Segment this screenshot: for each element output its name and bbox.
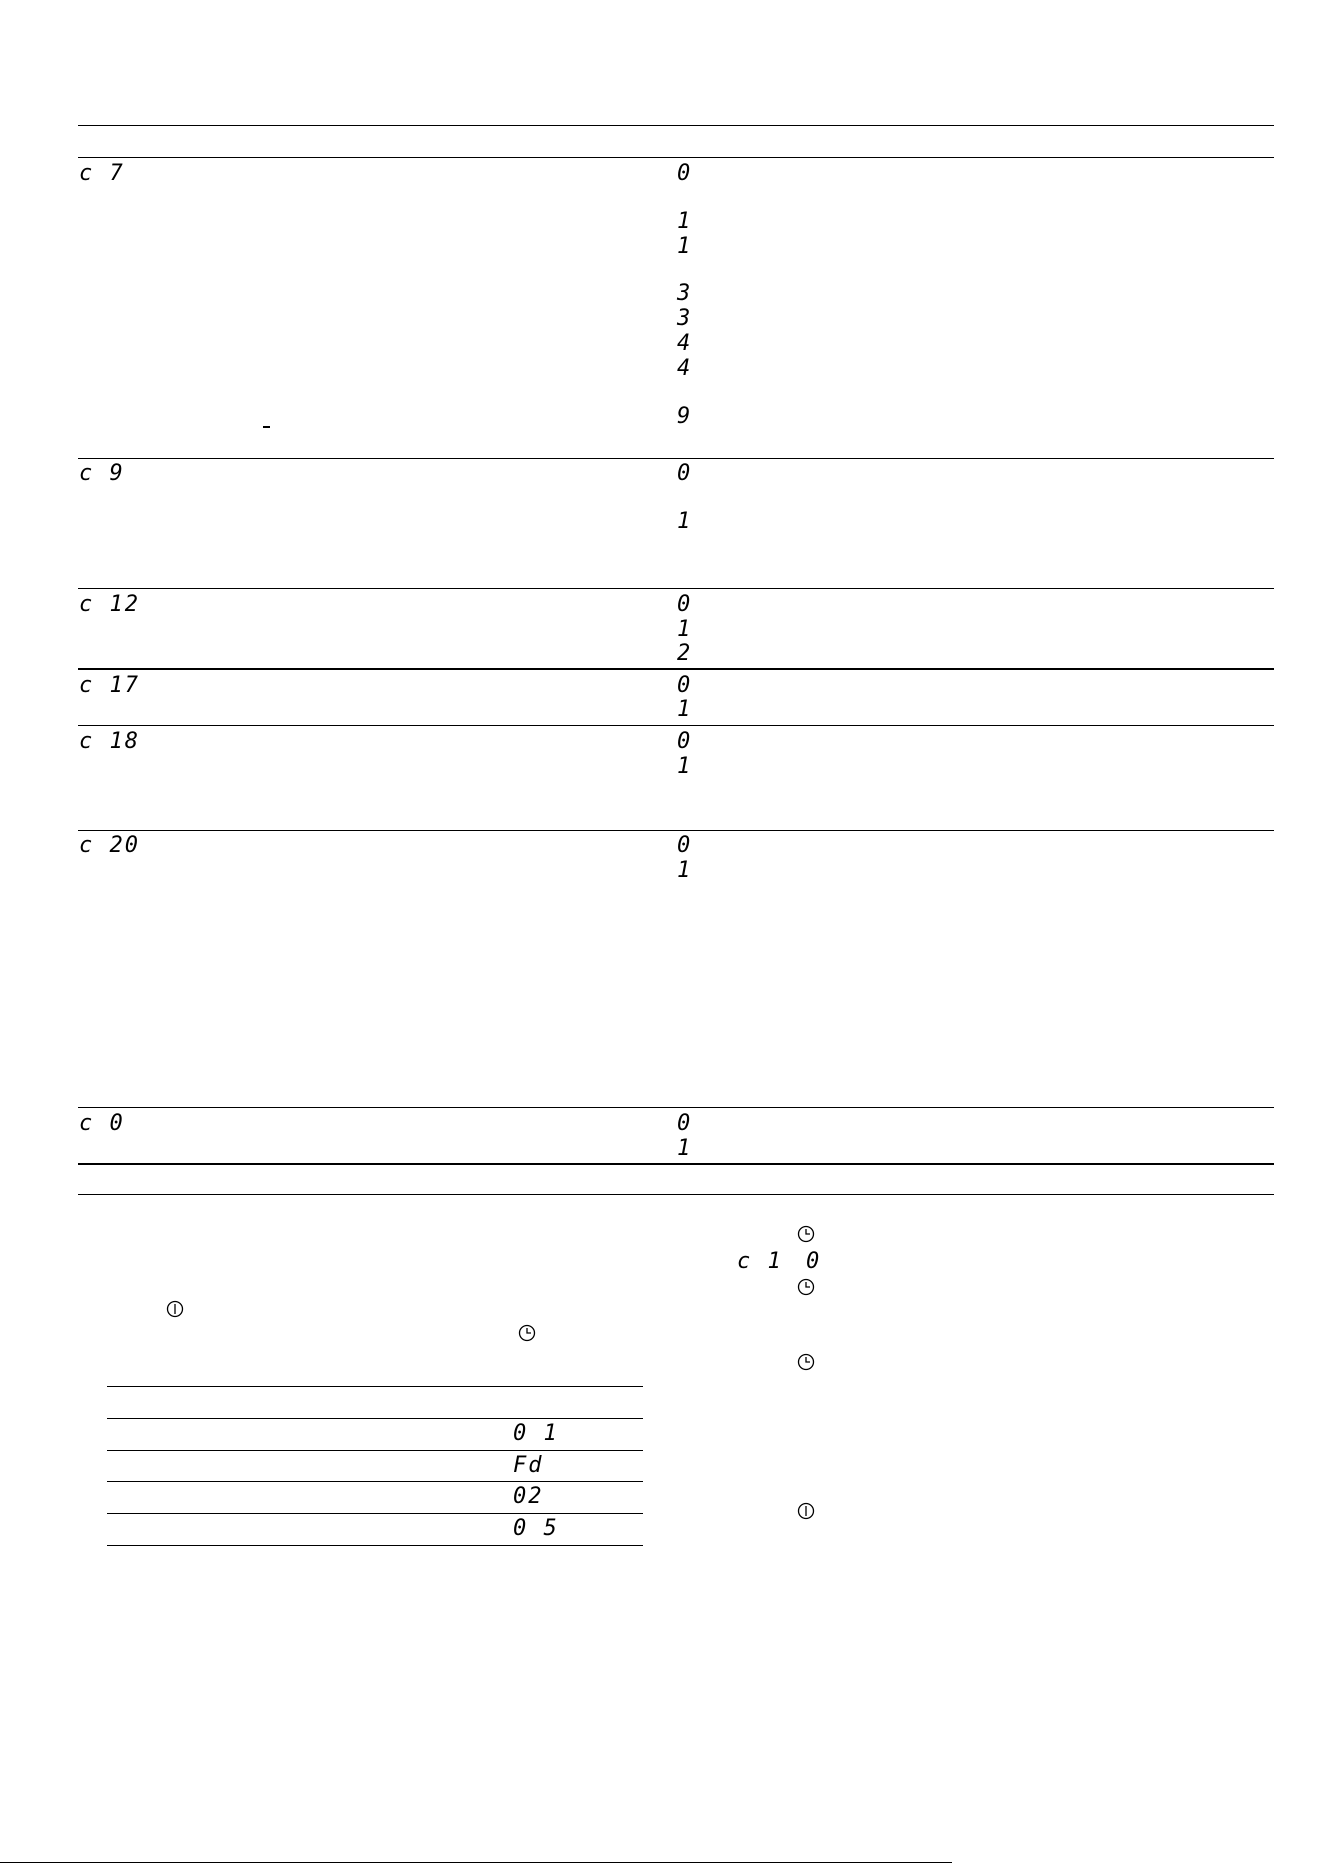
setting-value: 1 xyxy=(677,234,691,259)
clock-icon xyxy=(797,1225,815,1243)
setting-value: 1 xyxy=(677,858,691,883)
clock-icon xyxy=(797,1353,815,1371)
clock-icon xyxy=(518,1324,536,1342)
setting-value: 9 xyxy=(677,404,691,429)
setting-code-c20: c 20 xyxy=(79,833,140,858)
small-table-code: 02 xyxy=(513,1484,544,1509)
setting-value: 0 xyxy=(677,461,691,486)
row-divider xyxy=(78,1107,1274,1108)
row-divider xyxy=(78,458,1274,459)
setting-value: 3 xyxy=(677,281,691,306)
setting-code-c12: c 12 xyxy=(79,592,140,617)
setting-value: 0 xyxy=(677,673,691,698)
setting-value: 0 xyxy=(677,592,691,617)
setting-value: 0 xyxy=(677,729,691,754)
setting-code-c18: c 18 xyxy=(79,729,140,754)
footer-rule xyxy=(0,1862,952,1863)
setting-value: 1 xyxy=(677,697,691,722)
setting-value: 0 xyxy=(677,1111,691,1136)
setting-value: 3 xyxy=(677,306,691,331)
row-divider xyxy=(78,588,1274,589)
table-bottom-rule xyxy=(78,1163,1274,1165)
procedure-code-display: c 1 xyxy=(737,1249,783,1274)
setting-value: 1 xyxy=(677,509,691,534)
setting-code-c9: c 9 xyxy=(79,461,125,486)
header-rule xyxy=(78,125,1274,126)
setting-code-c0: c 0 xyxy=(79,1111,125,1136)
small-table-rule xyxy=(107,1513,643,1514)
row-divider xyxy=(78,830,1274,831)
setting-code-c7: c 7 xyxy=(79,161,125,186)
header-rule-bottom xyxy=(78,157,1274,158)
small-table-code: Fd xyxy=(513,1453,544,1478)
setting-value: 4 xyxy=(677,356,691,381)
small-table-rule xyxy=(107,1418,643,1419)
dash-mark xyxy=(263,426,270,428)
setting-value: 1 xyxy=(677,209,691,234)
small-table-bottom-rule xyxy=(107,1545,643,1546)
small-table-top-rule xyxy=(107,1386,643,1387)
power-icon xyxy=(797,1502,815,1520)
setting-code-c17: c 17 xyxy=(79,673,140,698)
section-rule xyxy=(78,1194,1274,1195)
setting-value: 1 xyxy=(677,1136,691,1161)
procedure-value-display: 0 xyxy=(806,1249,822,1274)
setting-value: 2 xyxy=(677,641,691,666)
setting-value: 4 xyxy=(677,331,691,356)
setting-value: 1 xyxy=(677,617,691,642)
small-table-rule xyxy=(107,1481,643,1482)
clock-icon xyxy=(797,1278,815,1296)
setting-value: 1 xyxy=(677,754,691,779)
power-icon xyxy=(166,1300,184,1318)
row-divider xyxy=(78,668,1274,670)
setting-value: 0 xyxy=(677,833,691,858)
small-table-code: 0 1 xyxy=(513,1421,559,1446)
setting-value: 0 xyxy=(677,161,691,186)
small-table-rule xyxy=(107,1450,643,1451)
small-table-code: 0 5 xyxy=(513,1516,559,1541)
row-divider xyxy=(78,725,1274,726)
